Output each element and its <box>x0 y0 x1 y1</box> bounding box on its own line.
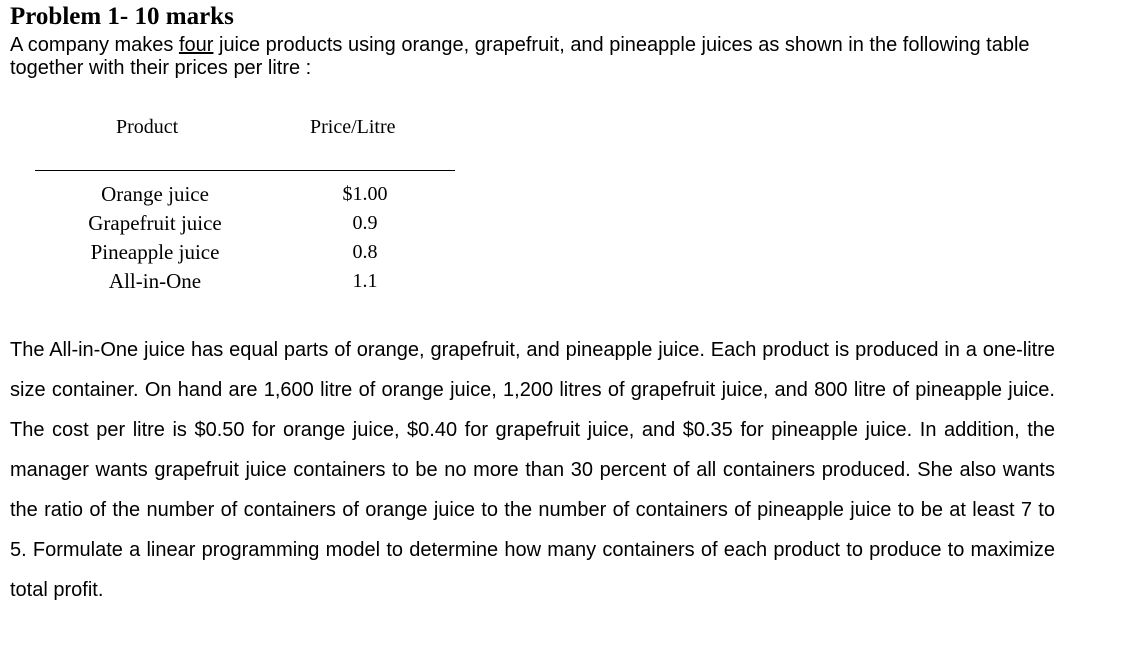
intro-text-end: juice products using orange, grapefruit, and pineapple juices as shown in the following table together with their prices per litre : <box>10 34 1030 79</box>
product-cell: Orange juice <box>101 182 209 206</box>
price-table <box>0 181 480 297</box>
problem-title: Problem 1- 10 marks <box>10 3 234 30</box>
product-cell: Grapefruit juice <box>88 211 222 235</box>
table-row <box>0 268 480 297</box>
price-cell: $1.00 <box>342 183 388 205</box>
price-cell: 0.8 <box>352 241 378 263</box>
table-header-price: Price/Litre <box>310 116 396 138</box>
price-cell: 1.1 <box>352 270 378 292</box>
table-divider <box>35 170 455 171</box>
problem-description: The All-in-One juice has equal parts of orange, grapefruit, and pineapple juice. Each product is produced in a one-litre size container. On hand are 1,600 litre of orange juice, 1,200 litres of grapefruit juice, and 800 litre of pineapple juice. The cost per litre is $0.50 for orange juice, $0.40 for grapefruit juice, and $0.35 for pineapple juice. In addition, the manager wants grapefruit juice containers to be no more than 30 percent of all containers produced. She also wants the ratio of the number of containers of orange juice to the number of containers of pineapple juice to be at least 7 to 5. Formulate a linear programming model to determine how many containers of each product to produce to maximize total profit. <box>10 339 1055 601</box>
intro-text-start: A company makes <box>10 34 179 56</box>
product-cell: Pineapple juice <box>90 240 220 264</box>
price-cell: 0.9 <box>352 212 378 234</box>
table-row <box>0 181 480 210</box>
table-row <box>0 210 480 239</box>
intro-paragraph <box>10 34 1090 80</box>
table-row <box>0 239 480 268</box>
intro-underlined-word: four <box>178 34 214 56</box>
product-cell: All-in-One <box>108 269 202 293</box>
table-header-product: Product <box>116 116 179 138</box>
